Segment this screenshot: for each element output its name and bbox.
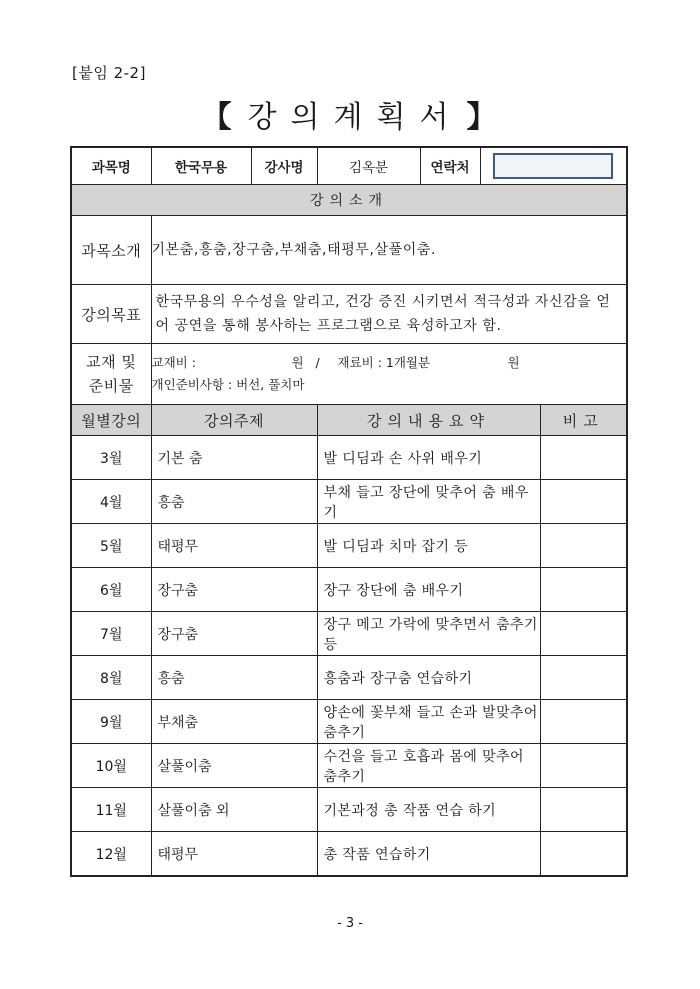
row-content: 발 디딤과 치마 잡기 등 [317, 524, 540, 568]
row-content: 흥춤과 장구춤 연습하기 [317, 656, 540, 700]
lecture-plan-table [70, 146, 628, 877]
goal-text: 한국무용의 우수성을 알리고, 건강 증진 시키면서 적극성과 자신감을 얻어 공연을 통해 봉사하는 프로그램으로 육성하고자 함. [151, 285, 627, 344]
materials-cost-line [152, 352, 627, 374]
materials-personal: 개인준비사항 : 버선, 풀치마 [151, 377, 305, 392]
row-topic: 태평무 [151, 524, 317, 568]
row-topic: 태평무 [151, 832, 317, 877]
row-note [540, 700, 627, 744]
row-month: 12월 [71, 832, 151, 877]
section-title: 강의소개 [71, 185, 627, 216]
row-content: 부채 들고 장단에 맞추어 춤 배우기 [317, 480, 540, 524]
schedule-row [71, 656, 627, 700]
materials-text [151, 344, 627, 405]
title-close-bracket: 】 [466, 100, 499, 135]
row-month: 4월 [71, 480, 151, 524]
contact-label: 연락처 [420, 147, 480, 185]
schedule-header-content: 강의내용요약 [317, 405, 540, 436]
row-month: 5월 [71, 524, 151, 568]
row-month: 7월 [71, 612, 151, 656]
row-note [540, 656, 627, 700]
page-number: - 3 - [337, 916, 363, 931]
document-title [0, 92, 700, 136]
title-open-bracket: 【 [201, 100, 234, 135]
schedule-header-topic: 강의주제 [151, 405, 317, 436]
row-month: 8월 [71, 656, 151, 700]
row-topic: 살풀이춤 외 [151, 788, 317, 832]
schedule-row [71, 700, 627, 744]
schedule-row [71, 612, 627, 656]
materials-fee: 교재비 : [151, 355, 196, 370]
row-note [540, 612, 627, 656]
subject-value: 한국무용 [151, 147, 251, 185]
row-content: 발 디딤과 손 사위 배우기 [317, 436, 540, 480]
row-topic: 장구춤 [151, 568, 317, 612]
row-content: 장구 장단에 춤 배우기 [317, 568, 540, 612]
row-month: 10월 [71, 744, 151, 788]
materials-label [71, 344, 151, 405]
row-content: 기본과정 총 작품 연습 하기 [317, 788, 540, 832]
row-note [540, 744, 627, 788]
contact-cell [480, 147, 627, 185]
overview-row [71, 216, 627, 285]
row-topic: 장구춤 [151, 612, 317, 656]
materials-won-2: 원 [507, 355, 520, 370]
row-note [540, 480, 627, 524]
overview-text: 기본춤,흥춤,장구춤,부채춤,태평무,살풀이춤. [151, 216, 627, 285]
schedule-row [71, 788, 627, 832]
row-content: 장구 메고 가락에 맞추면서 춤추기 등 [317, 612, 540, 656]
goal-row [71, 285, 627, 344]
attachment-label: [붙임 2-2] [72, 64, 146, 82]
schedule-header-row [71, 405, 627, 436]
schedule-row [71, 832, 627, 877]
row-month: 3월 [71, 436, 151, 480]
section-row [71, 185, 627, 216]
row-month: 9월 [71, 700, 151, 744]
materials-label-line1: 교재 및 [86, 353, 137, 371]
instructor-label: 강사명 [251, 147, 317, 185]
schedule-header-month: 월별강의 [71, 405, 151, 436]
row-content: 수건을 들고 호흡과 몸에 맞추어 춤추기 [317, 744, 540, 788]
schedule-row [71, 480, 627, 524]
row-topic: 부채춤 [151, 700, 317, 744]
materials-label-line2: 준비물 [88, 377, 134, 395]
row-topic: 기본 춤 [151, 436, 317, 480]
instructor-value: 김옥분 [317, 147, 420, 185]
contact-field[interactable] [493, 153, 613, 179]
row-topic: 흥춤 [151, 656, 317, 700]
materials-row [71, 344, 627, 405]
materials-slash: / [315, 355, 320, 370]
schedule-header-note: 비고 [540, 405, 627, 436]
header-row [71, 147, 627, 185]
subject-label: 과목명 [71, 147, 151, 185]
title-text: 강의계획서 [247, 100, 463, 135]
row-note [540, 524, 627, 568]
schedule-row [71, 436, 627, 480]
materials-won-1: 원 [291, 355, 304, 370]
row-month: 11월 [71, 788, 151, 832]
schedule-row [71, 744, 627, 788]
row-note [540, 436, 627, 480]
row-content: 총 작품 연습하기 [317, 832, 540, 877]
row-note [540, 568, 627, 612]
row-content: 양손에 꽃부채 들고 손과 발맞추어 춤추기 [317, 700, 540, 744]
row-note [540, 832, 627, 877]
row-month: 6월 [71, 568, 151, 612]
overview-label: 과목소개 [71, 216, 151, 285]
materials-supply: 재료비 : 1개월분 [337, 355, 431, 370]
row-topic: 흥춤 [151, 480, 317, 524]
goal-label: 강의목표 [71, 285, 151, 344]
schedule-row [71, 524, 627, 568]
row-note [540, 788, 627, 832]
schedule-row [71, 568, 627, 612]
row-topic: 살풀이춤 [151, 744, 317, 788]
